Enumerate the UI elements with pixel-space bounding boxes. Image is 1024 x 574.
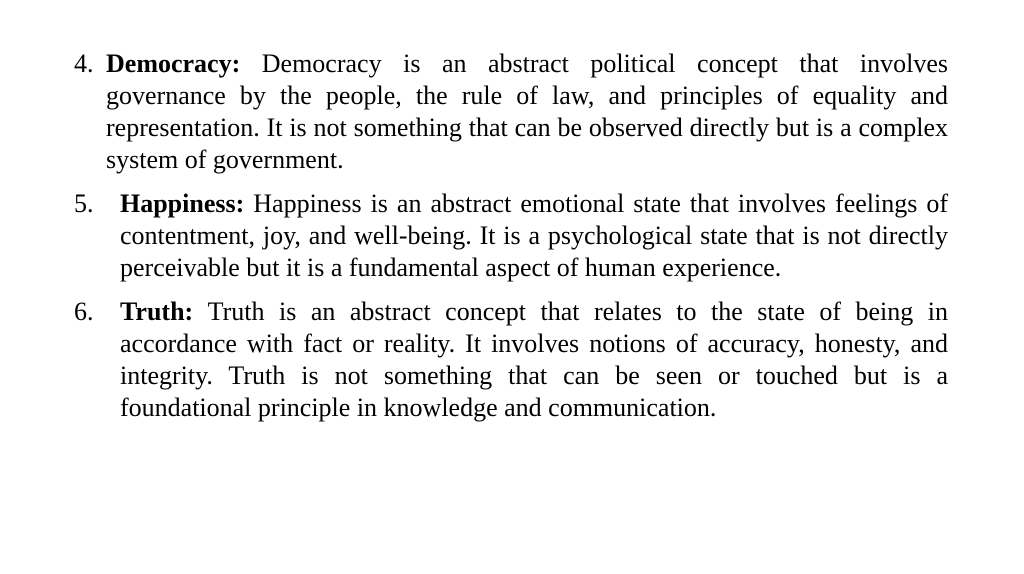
item-text: Democracy is an abstract political concept that involves governance by the people, the rule of law, and principles of equality and representation. It is not something that can be observed directly but is a complex system of government. [106, 49, 948, 174]
item-body [120, 188, 948, 284]
list-item-democracy [74, 48, 948, 176]
item-body [120, 296, 948, 424]
item-body [106, 48, 948, 176]
item-term: Democracy: [106, 49, 262, 78]
item-number: 5. [74, 189, 94, 218]
list-item-truth [74, 296, 948, 424]
numbered-list [74, 48, 948, 436]
item-term: Truth: [120, 297, 208, 326]
item-number: 4. [74, 49, 94, 78]
item-text: Truth is an abstract concept that relates to the state of being in accordance with fact or reality. It involves notions of accuracy, honesty, and integrity. Truth is not something that can be seen or touched but is a foundational principle in knowledge and communication. [120, 297, 948, 422]
list-item-happiness [74, 188, 948, 284]
item-text: Happiness is an abstract emotional state that involves feelings of contentment, joy, and well-being. It is a psychological state that is not directly perceivable but it is a fundamental aspect of human experience. [120, 189, 948, 282]
item-number: 6. [74, 297, 94, 326]
item-term: Happiness: [120, 189, 254, 218]
